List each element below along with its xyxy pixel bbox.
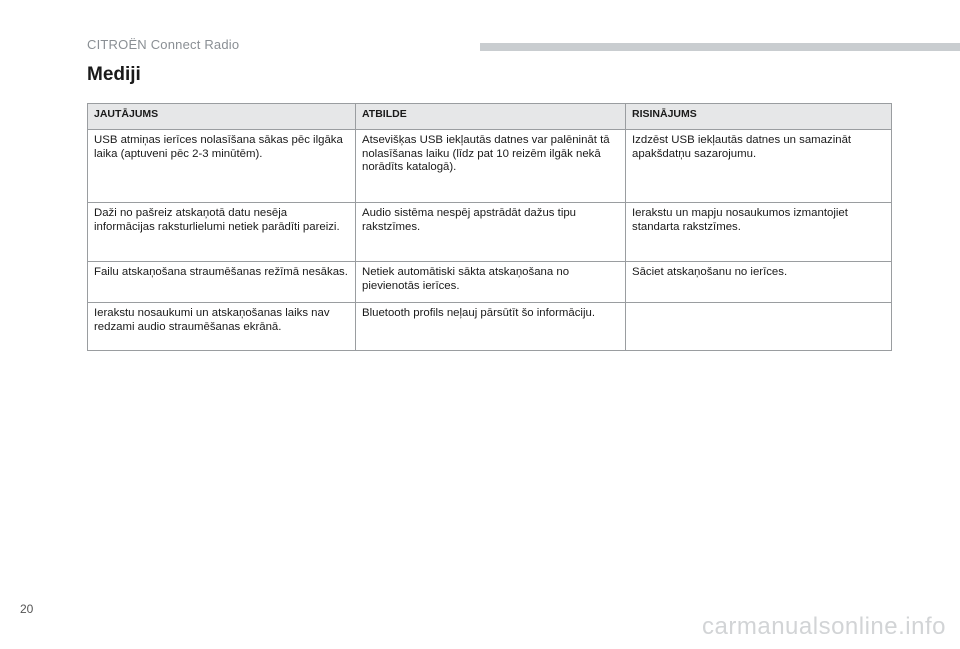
cell-answer: Bluetooth profils neļauj pārsūtīt šo informāciju. bbox=[356, 303, 626, 351]
cell-question: Ierakstu nosaukumi un atskaņošanas laiks nav redzami audio straumēšanas ekrānā. bbox=[88, 303, 356, 351]
cell-question: Failu atskaņošana straumēšanas režīmā nesākas. bbox=[88, 262, 356, 303]
troubleshooting-table bbox=[87, 103, 892, 351]
cell-solution: Izdzēst USB iekļautās datnes un samazināt apakšdatņu sazarojumu. bbox=[626, 130, 892, 203]
cell-question: USB atmiņas ierīces nolasīšana sākas pēc ilgāka laika (aptuveni pēc 2-3 minūtēm). bbox=[88, 130, 356, 203]
table-row bbox=[88, 130, 892, 203]
table-row bbox=[88, 262, 892, 303]
column-header-question: JAUTĀJUMS bbox=[88, 104, 356, 130]
header-brand: CITROËN Connect Radio bbox=[87, 37, 240, 52]
cell-solution bbox=[626, 303, 892, 351]
cell-answer: Netiek automātiski sākta atskaņošana no pievienotās ierīces. bbox=[356, 262, 626, 303]
table-row bbox=[88, 203, 892, 262]
table-row bbox=[88, 303, 892, 351]
page-number: 20 bbox=[20, 602, 34, 616]
cell-solution: Ierakstu un mapju nosaukumos izmantojiet standarta rakstzīmes. bbox=[626, 203, 892, 262]
cell-solution: Sāciet atskaņošanu no ierīces. bbox=[626, 262, 892, 303]
cell-answer: Atsevišķas USB iekļautās datnes var palēnināt tā nolasīšanas laiku (līdz pat 10 reizēm ilgāk nekā norādīts katalogā). bbox=[356, 130, 626, 203]
column-header-solution: RISINĀJUMS bbox=[626, 104, 892, 130]
section-title: Mediji bbox=[87, 64, 141, 85]
watermark: carmanualsonline.info bbox=[702, 613, 946, 640]
cell-question: Daži no pašreiz atskaņotā datu nesēja informācijas raksturlielumi netiek parādīti pareizi. bbox=[88, 203, 356, 262]
column-header-answer: ATBILDE bbox=[356, 104, 626, 130]
cell-answer: Audio sistēma nespēj apstrādāt dažus tipu rakstzīmes. bbox=[356, 203, 626, 262]
header-divider-bar bbox=[480, 43, 960, 51]
table-header-row bbox=[88, 104, 892, 130]
